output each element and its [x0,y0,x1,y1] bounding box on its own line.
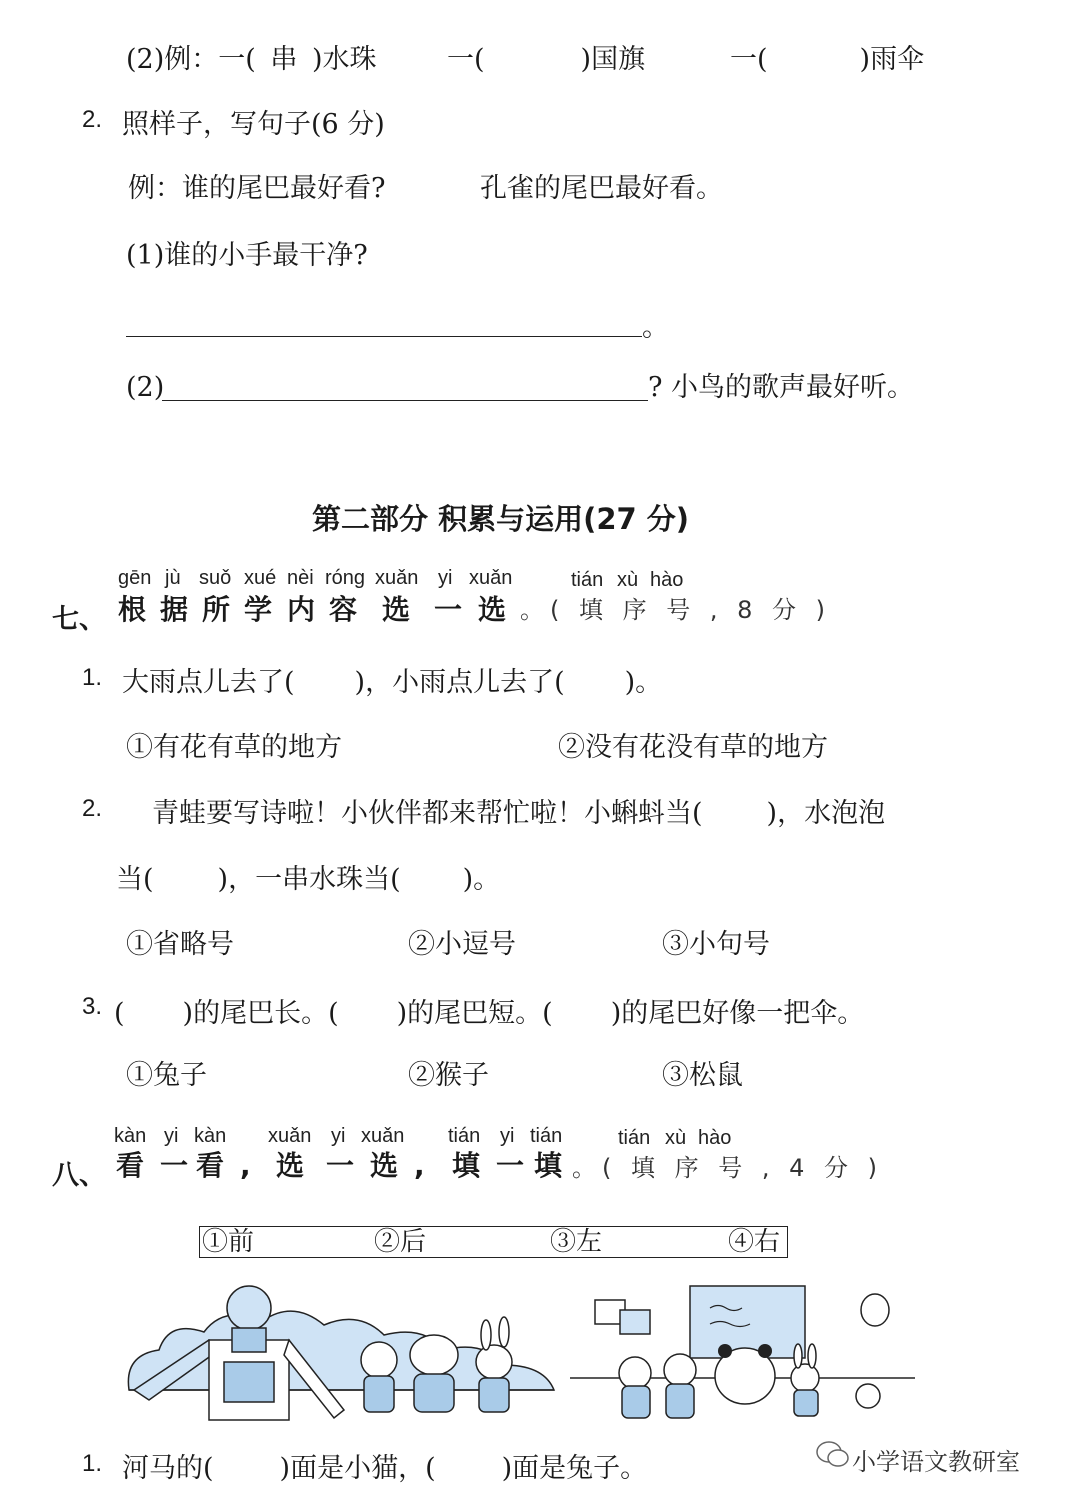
cat [361,1342,397,1378]
example-question: 例：谁的尾巴最好看? [128,173,386,204]
s7-q1-text: 大雨点儿去了( )，小雨点儿去了( )。 [122,667,663,698]
playground-illustration [124,1280,564,1440]
watermark: 小学语文教研室 [852,1448,1020,1476]
cat-back [619,1357,651,1389]
blackboard [690,1286,805,1358]
option-1: ①兔子 [126,1060,207,1091]
s7-q2-line2: 当( )，一串水珠当( )。 [116,864,501,895]
sub-question-1: (1)谁的小手最干净? [126,240,368,271]
blank-umbrella[interactable]: 一( )雨伞 [730,44,925,75]
section-8-label: 八、 [52,1160,106,1191]
sub-question-2-end: ? 小鸟的歌声最好听。 [648,372,915,403]
question-number: 2. [82,795,103,822]
blank-flag[interactable]: 一( )国旗 [447,44,646,75]
option-2: ②没有花没有草的地方 [558,732,828,763]
rabbit-back [791,1364,819,1392]
classroom-illustration [570,1278,920,1438]
option-back: ②后 [374,1227,427,1257]
hippo [410,1335,458,1375]
wechat-icon [816,1440,850,1470]
answer-line-1-end: 。 [642,312,669,343]
section-8-instruction: 。( 填 序 号 , 4 分 ) [572,1154,884,1182]
s8-q1-text: 河马的( )面是小猫，( )面是兔子。 [122,1453,648,1484]
example-answer: 串 [270,44,298,75]
answer-line-2[interactable] [162,400,648,401]
question-number: 1. [82,664,103,691]
section-7-label: 七、 [52,604,106,635]
answer-line-1[interactable] [126,336,642,337]
option-1: ①有花有草的地方 [126,732,342,763]
option-1: ①省略号 [126,929,234,960]
question-number: 2. [82,106,103,133]
question-title: 照样子，写句子(6 分) [122,109,385,140]
s7-q3-text: ( )的尾巴长。( )的尾巴短。( )的尾巴好像一把伞。 [114,998,865,1029]
rabbit [476,1345,512,1379]
option-front: ①前 [202,1227,255,1257]
option-3: ③松鼠 [662,1060,743,1091]
globe [856,1384,880,1408]
option-2: ②猴子 [408,1060,489,1091]
dog-back [664,1354,696,1386]
example-answer-sentence: 孔雀的尾巴最好看。 [480,173,723,204]
s7-q2-line1: 青蛙要写诗啦！小伙伴都来帮忙啦！小蝌蚪当( )，水泡泡 [152,798,886,829]
option-box [199,1226,788,1258]
question-number: 1. [82,1450,103,1477]
bear [227,1286,271,1330]
clock [861,1294,889,1326]
q-example-line: (2)例：一( 串 )水珠 [126,44,377,75]
section-7-instruction: 。( 填 序 号 , 8 分 ) [520,596,832,624]
question-number: 3. [82,993,103,1020]
option-3: ③小句号 [662,929,770,960]
option-2: ②小逗号 [408,929,516,960]
option-right: ④右 [728,1227,781,1257]
sub-question-2-label: (2) [126,372,165,403]
part-title: 第二部分 积累与运用(27 分) [312,502,690,536]
option-left: ③左 [550,1227,603,1257]
